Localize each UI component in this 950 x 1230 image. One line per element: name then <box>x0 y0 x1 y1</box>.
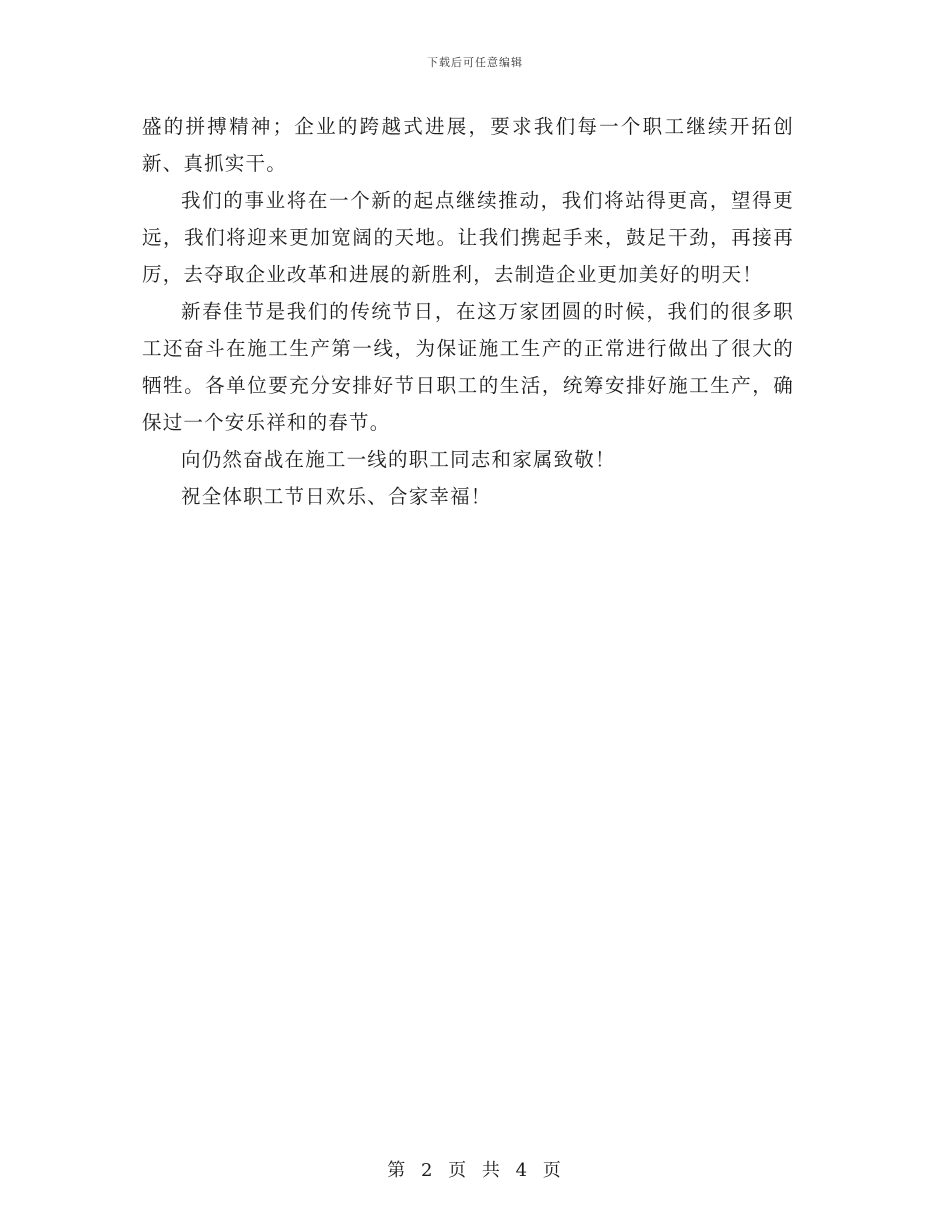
paragraph-salute: 向仍然奋战在施工一线的职工同志和家属致敬！ <box>181 448 616 471</box>
document-body <box>142 108 794 515</box>
paragraph-wishes: 祝全体职工节日欢乐、合家幸福！ <box>181 485 492 508</box>
paragraph-festival: 新春佳节是我们的传统节日，在这万家团圆的时候，我们的很多职工还奋斗在施工生产第一线，为保证施工生产的正常进行做出了很大的牺牲。各单位要充分安排好节日职工的生活，统筹安排好施工生产，确保过一个安乐祥和的春节。 <box>142 300 794 434</box>
paragraph-continuation: 盛的拼搏精神；企业的跨越式进展，要求我们每一个职工继续开拓创新、真抓实干。 <box>142 115 794 175</box>
paragraph-career: 我们的事业将在一个新的起点继续推动，我们将站得更高，望得更远，我们将迎来更加宽阔的天地。让我们携起手来，鼓足干劲，再接再厉，去夺取企业改革和进展的新胜利，去制造企业更加美好的明天！ <box>142 189 794 286</box>
page-header: 下载后可任意编辑 <box>427 56 523 69</box>
page-number-footer: 第 2 页 共 4 页 <box>387 1160 563 1181</box>
